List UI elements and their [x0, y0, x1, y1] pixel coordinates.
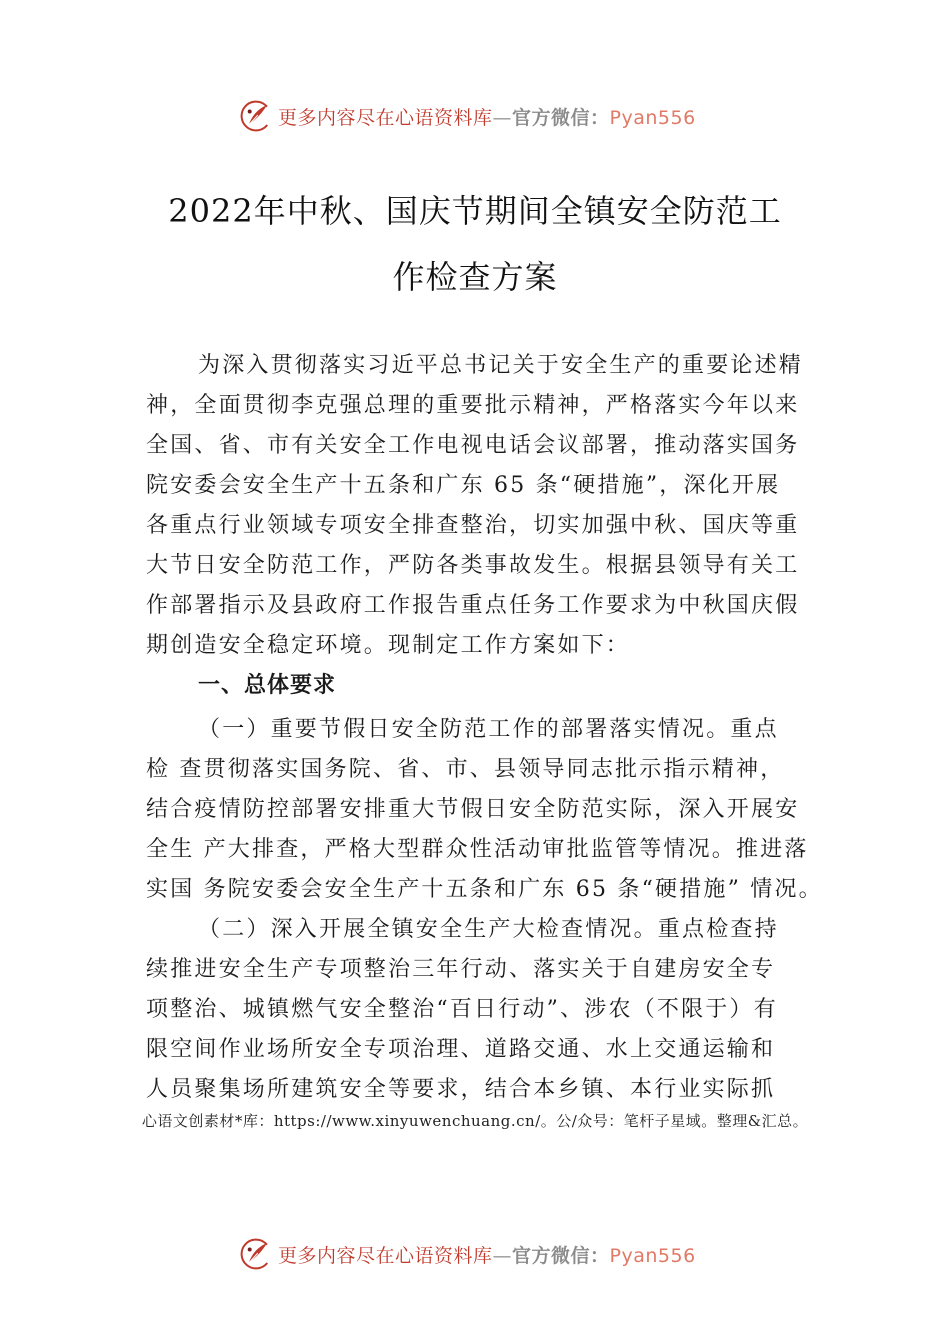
- feather-pen-logo-icon: [238, 1236, 274, 1272]
- paragraph-line: 人员聚集场所建筑安全等要求，结合本乡镇、本行业实际抓: [146, 1077, 776, 1102]
- paragraph-line: 各重点行业领域专项安全排查整治，切实加强中秋、国庆等重: [146, 513, 800, 538]
- banner-wechat-label: 官方微信：: [512, 106, 610, 129]
- paragraph-line: 限空间作业场所安全专项治理、道路交通、水上交通运输和: [146, 1037, 776, 1062]
- footer-source-note: 心语文创素材*库：https://www.xinyuwenchuang.cn/。公/众号：笔杆子星域。整理&汇总。: [141, 1112, 809, 1130]
- paragraph-line: 院安委会安全生产十五条和广东 65 条“硬措施”，深化开展: [146, 473, 781, 498]
- banner-main-text: 更多内容尽在心语资料库: [278, 1244, 493, 1267]
- paragraph-line: 续推进安全生产专项整治三年行动、落实关于自建房安全专: [146, 957, 776, 982]
- banner-wechat-label: 官方微信：: [512, 1244, 610, 1267]
- document-title-line-1: 2022年中秋、国庆节期间全镇安全防范工: [168, 192, 782, 230]
- feather-pen-logo-icon: [238, 98, 274, 134]
- paragraph-line: 实国 务院安委会安全生产十五条和广东 65 条“硬措施” 情况。: [146, 877, 823, 902]
- paragraph-line: （一）重要节假日安全防范工作的部署落实情况。重点: [198, 717, 779, 742]
- paragraph-line: 为深入贯彻落实习近平总书记关于安全生产的重要论述精: [198, 353, 804, 378]
- banner-wechat-id: Pyan556: [609, 1244, 696, 1267]
- section-heading: 一、总体要求: [198, 673, 337, 698]
- banner-separator: —: [492, 106, 513, 129]
- banner-text: [278, 103, 696, 130]
- paragraph-line: 作部署指示及县政府工作报告重点任务工作要求为中秋国庆假: [146, 593, 800, 618]
- banner-separator: —: [492, 1244, 513, 1267]
- paragraph-line: 全国、省、市有关安全工作电视电话会议部署，推动落实国务: [146, 433, 800, 458]
- header-banner: [0, 96, 950, 136]
- paragraph-line: （二）深入开展全镇安全生产大检查情况。重点检查持: [198, 917, 779, 942]
- paragraph-line: 神，全面贯彻李克强总理的重要批示精神，严格落实今年以来: [146, 393, 800, 418]
- footer-banner: [0, 1234, 950, 1274]
- banner-text: [278, 1241, 696, 1268]
- paragraph-line: 全生 产大排查，严格大型群众性活动审批监管等情况。推进落: [146, 837, 809, 862]
- document-title-line-2: 作检查方案: [392, 258, 558, 296]
- paragraph-line: 期创造安全稳定环境。现制定工作方案如下：: [146, 633, 631, 658]
- paragraph-line: 结合疫情防控部署安排重大节假日安全防范实际，深入开展安: [146, 797, 800, 822]
- paragraph-line: 项整治、城镇燃气安全整治“百日行动”、涉农（不限于）有: [146, 997, 778, 1022]
- paragraph-line: 大节日安全防范工作，严防各类事故发生。根据县领导有关工: [146, 553, 800, 578]
- banner-wechat-id: Pyan556: [609, 106, 696, 129]
- banner-main-text: 更多内容尽在心语资料库: [278, 106, 493, 129]
- paragraph-line: 检 查贯彻落实国务院、省、市、县领导同志批示指示精神，: [146, 757, 785, 782]
